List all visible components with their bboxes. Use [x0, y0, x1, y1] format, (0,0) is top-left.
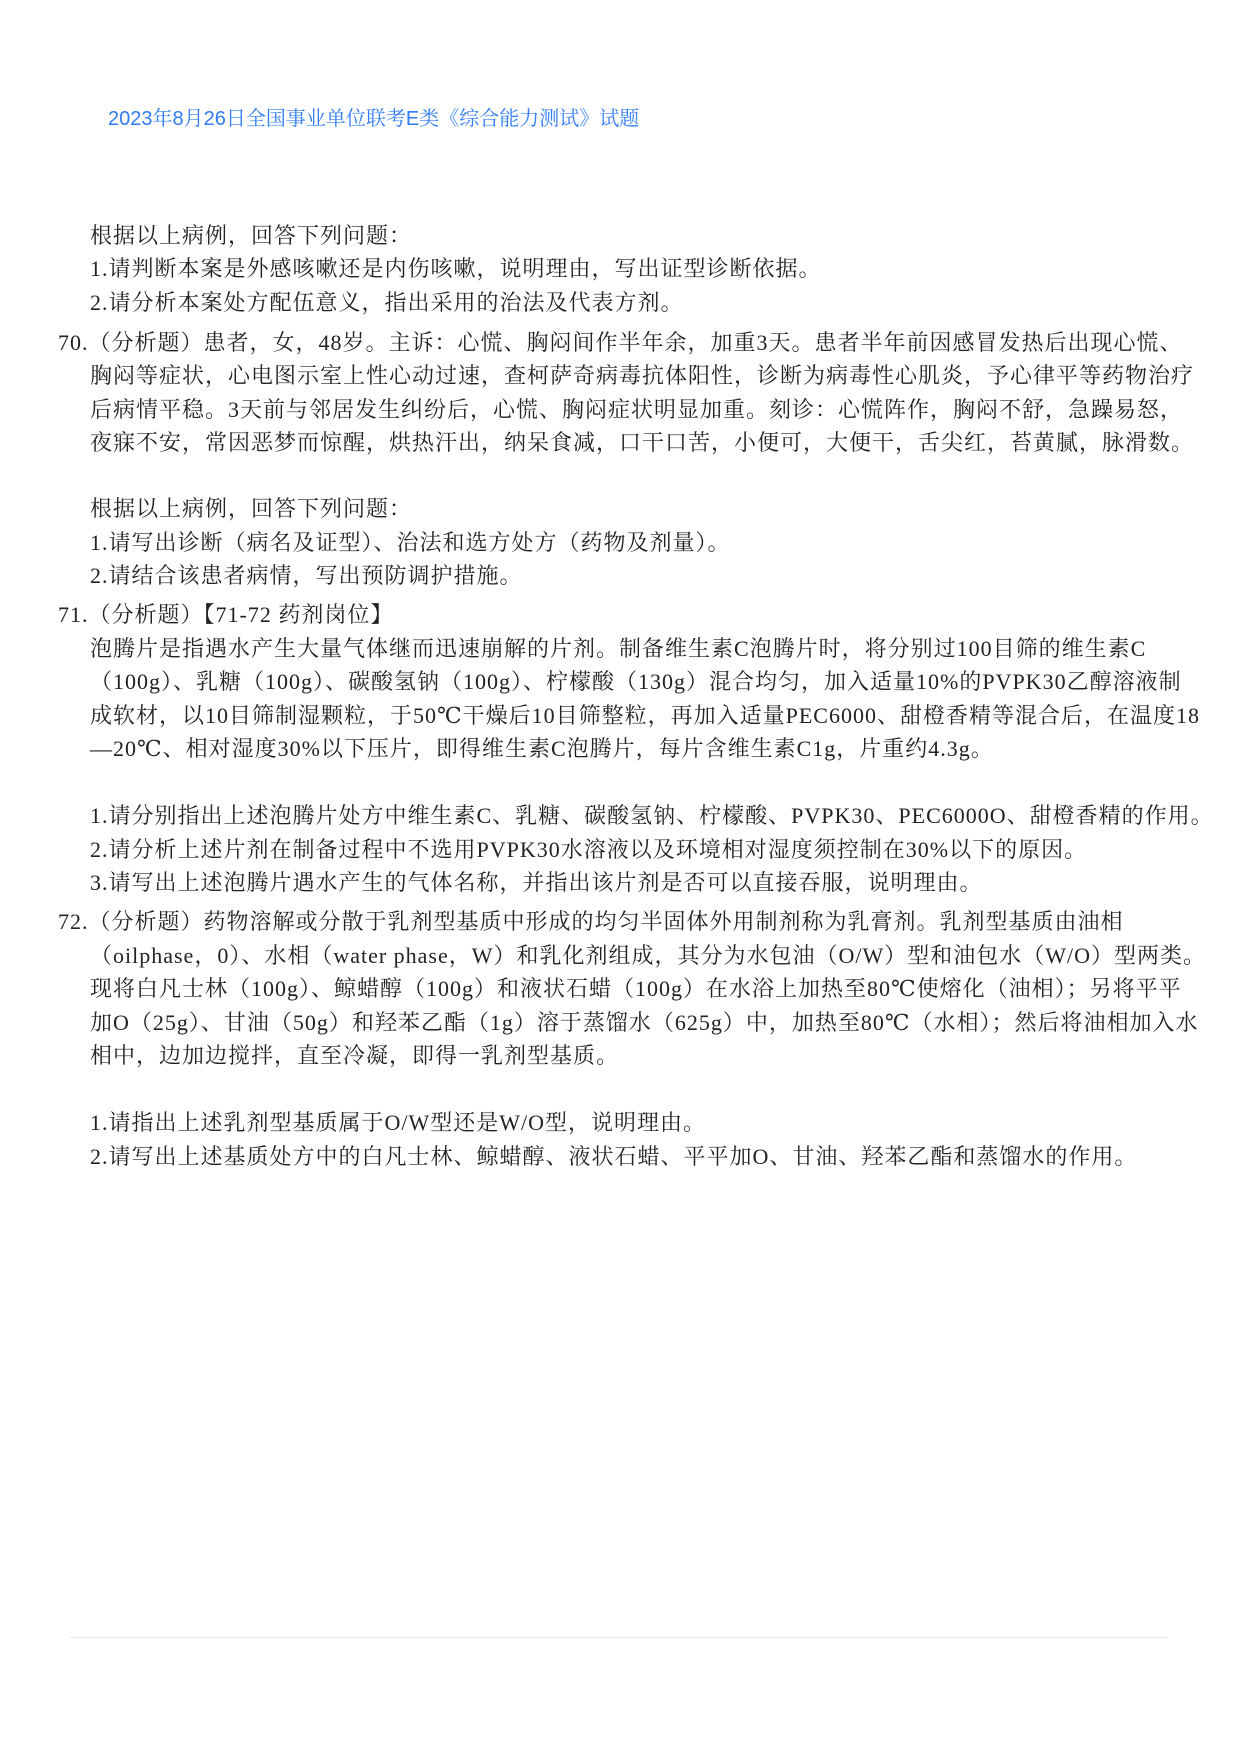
- footer-divider: [70, 1637, 1168, 1638]
- question-72-line: 加O（25g）、甘油（50g）和羟苯乙酯（1g）溶于蒸馏水（625g）中，加热至80℃（水相）；然后将油相加入水: [90, 1010, 1199, 1035]
- question-70-line: 后病情平稳。3天前与邻居发生纠纷后，心慌、胸闷症状明显加重。刻诊：心慌阵作，胸闷不舒，急躁易怒，: [90, 397, 1184, 422]
- question-70-line: 胸闷等症状，心电图示室上性心动过速，查柯萨奇病毒抗体阳性，诊断为病毒性心肌炎，予心律平等药物治疗: [90, 363, 1195, 388]
- question-71-line: 泡腾片是指遇水产生大量气体继而迅速崩解的片剂。制备维生素C泡腾片时，将分别过100目筛的维生素C: [90, 636, 1147, 661]
- sub-question: 2.请写出上述基质处方中的白凡士林、鲸蜡醇、液状石蜡、平平加O、甘油、羟苯乙酯和蒸馏水的作用。: [90, 1144, 1138, 1169]
- question-70-line: 70.（分析题）患者，女，48岁。主诉：心慌、胸闷间作半年余，加重3天。患者半年前因感冒发热后出现心慌、: [58, 330, 1183, 355]
- sub-question: 2.请结合该患者病情，写出预防调护措施。: [90, 563, 523, 588]
- question-72-line: 现将白凡士林（100g）、鲸蜡醇（100g）和液状石蜡（100g）在水浴上加热至80℃使熔化（油相）；另将平平: [90, 976, 1182, 1001]
- page-title: 2023年8月26日全国事业单位联考E类《综合能力测试》试题: [108, 108, 640, 130]
- question-prompt: 根据以上病例，回答下列问题：: [90, 496, 413, 521]
- sub-question: 1.请写出诊断（病名及证型）、治法和选方处方（药物及剂量）。: [90, 530, 731, 555]
- question-72-line: （oilphase，0）、水相（water phase，W）和乳化剂组成，其分为水包油（O/W）型和油包水（W/O）型两类。: [90, 943, 1207, 968]
- sub-question: 1.请判断本案是外感咳嗽还是内伤咳嗽，说明理由，写出证型诊断依据。: [90, 256, 822, 281]
- sub-question: 1.请指出上述乳剂型基质属于O/W型还是W/O型，说明理由。: [90, 1110, 707, 1135]
- question-72-line: 相中，边加边搅拌，直至冷凝，即得一乳剂型基质。: [90, 1043, 620, 1068]
- question-72-line: 72.（分析题）药物溶解或分散于乳剂型基质中形成的均匀半固体外用制剂称为乳膏剂。乳剂型基质由油相: [58, 909, 1124, 934]
- question-prompt: 根据以上病例，回答下列问题：: [90, 223, 413, 248]
- question-71-line: （100g）、乳糖（100g）、碳酸氢钠（100g）、柠檬酸（130g）混合均匀，加入适量10%的PVPK30乙醇溶液制: [90, 669, 1182, 694]
- sub-question: 3.请写出上述泡腾片遇水产生的气体名称，并指出该片剂是否可以直接吞服，说明理由。: [90, 870, 983, 895]
- question-71-line: 成软材，以10目筛制湿颗粒，于50℃干燥后10目筛整粒，再加入适量PEC6000、甜橙香精等混合后，在温度18: [90, 703, 1200, 728]
- question-70-line: 夜寐不安，常因恶梦而惊醒，烘热汗出，纳呆食减，口干口苦，小便可，大便干，舌尖红，苔黄腻，脉滑数。: [90, 430, 1195, 455]
- question-71-line: —20℃、相对湿度30%以下压片，即得维生素C泡腾片，每片含维生素C1g，片重约4.3g。: [90, 736, 994, 761]
- sub-question: 2.请分析上述片剂在制备过程中不选用PVPK30水溶液以及环境相对湿度须控制在30%以下的原因。: [90, 837, 1088, 862]
- question-71-heading: 71.（分析题）【71-72 药剂岗位】: [58, 602, 394, 627]
- sub-question: 1.请分别指出上述泡腾片处方中维生素C、乳糖、碳酸氢钠、柠檬酸、PVPK30、PEC6000O、甜橙香精的作用。: [90, 803, 1214, 828]
- sub-question: 2.请分析本案处方配伍意义，指出采用的治法及代表方剂。: [90, 290, 684, 315]
